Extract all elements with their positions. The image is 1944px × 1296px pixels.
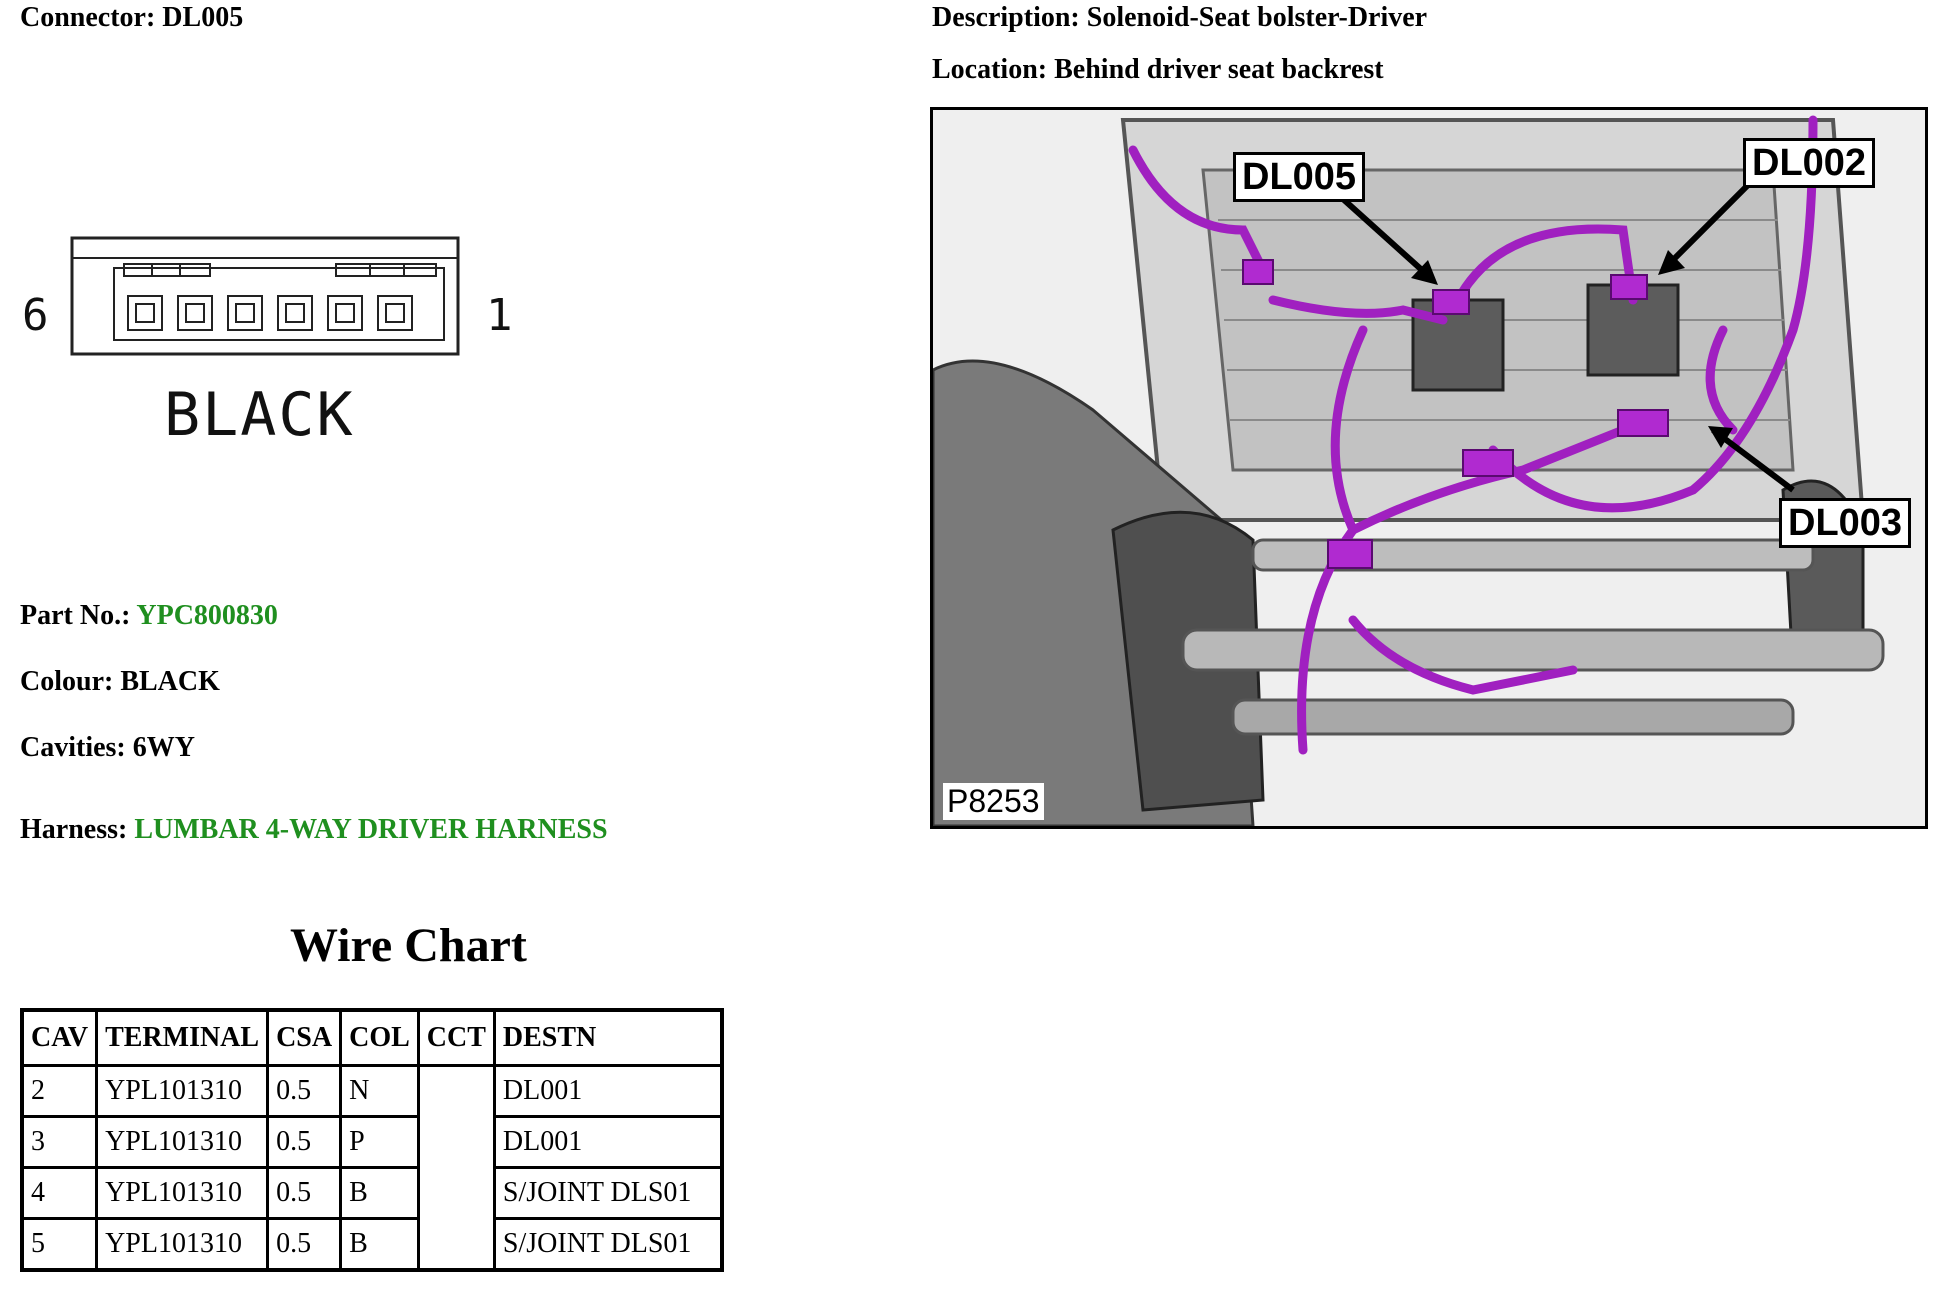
cell-cct: [418, 1117, 494, 1168]
cavity-row: [128, 296, 412, 330]
cavity-2: [328, 296, 362, 330]
cell-cav: 2: [22, 1066, 97, 1117]
callout-dl005: DL005: [1233, 152, 1365, 202]
connector-label: Connector:: [20, 2, 156, 33]
cell-col: N: [341, 1066, 419, 1117]
seat-rail-lower: [1233, 700, 1793, 734]
part-no-row: [20, 600, 278, 632]
cell-terminal: YPL101310: [97, 1066, 268, 1117]
cell-cav: 4: [22, 1168, 97, 1219]
description-value: Solenoid-Seat bolster-Driver: [1086, 2, 1428, 33]
header-destn: DESTN: [494, 1010, 722, 1066]
cavity-5: [178, 296, 212, 330]
cell-cct: [418, 1219, 494, 1271]
connector-heading: [20, 2, 243, 34]
cell-csa: 0.5: [268, 1066, 341, 1117]
header-col: COL: [341, 1010, 419, 1066]
cell-csa: 0.5: [268, 1117, 341, 1168]
header-cav: CAV: [22, 1010, 97, 1066]
cavities-label: Cavities:: [20, 732, 126, 763]
seat-illustration: [933, 110, 1925, 826]
harness-label: Harness:: [20, 814, 128, 845]
table-row: [22, 1066, 722, 1117]
callout-dl003: DL003: [1779, 498, 1911, 548]
part-no-link[interactable]: YPC800830: [136, 600, 278, 631]
cell-terminal: YPL101310: [97, 1168, 268, 1219]
pin-number-right: 1: [486, 290, 513, 341]
cell-terminal: YPL101310: [97, 1219, 268, 1271]
cell-cav: 3: [22, 1117, 97, 1168]
cell-destn: DL001: [494, 1066, 722, 1117]
cell-destn: DL001: [494, 1117, 722, 1168]
location-heading: [932, 54, 1384, 86]
colour-label: Colour:: [20, 666, 114, 697]
location-label: Location:: [932, 54, 1048, 85]
cell-col: P: [341, 1117, 419, 1168]
latch-left: [124, 264, 210, 276]
harness-row: [20, 814, 608, 846]
cell-col: B: [341, 1168, 419, 1219]
wire-chart-title: Wire Chart: [290, 919, 527, 972]
part-no-label: Part No.:: [20, 600, 131, 631]
cavity-6: [128, 296, 162, 330]
latch-right: [336, 264, 436, 276]
location-illustration: [930, 107, 1928, 829]
callout-dl002: DL002: [1743, 138, 1875, 188]
cavity-1: [378, 296, 412, 330]
wire-chart-table: [20, 1008, 724, 1272]
image-reference-id: P8253: [943, 783, 1044, 820]
harness-link[interactable]: LUMBAR 4-WAY DRIVER HARNESS: [134, 814, 608, 845]
table-header-row: [22, 1010, 722, 1066]
header-csa: CSA: [268, 1010, 341, 1066]
cell-destn: S/JOINT DLS01: [494, 1168, 722, 1219]
header-cct: CCT: [418, 1010, 494, 1066]
connector-colour-text: BLACK: [164, 380, 355, 450]
table-row: [22, 1168, 722, 1219]
colour-value: BLACK: [120, 666, 220, 697]
cell-cct: [418, 1066, 494, 1117]
cavities-value: 6WY: [132, 732, 195, 763]
cell-terminal: YPL101310: [97, 1117, 268, 1168]
cell-csa: 0.5: [268, 1219, 341, 1271]
cell-cct: [418, 1168, 494, 1219]
header-terminal: TERMINAL: [97, 1010, 268, 1066]
cell-cav: 5: [22, 1219, 97, 1271]
cell-csa: 0.5: [268, 1168, 341, 1219]
table-row: [22, 1219, 722, 1271]
table-row: [22, 1117, 722, 1168]
description-heading: [932, 2, 1427, 34]
cavity-4: [228, 296, 262, 330]
description-label: Description:: [932, 2, 1080, 33]
cell-destn: S/JOINT DLS01: [494, 1219, 722, 1271]
cavities-row: [20, 732, 195, 764]
cavity-3: [278, 296, 312, 330]
colour-row: [20, 666, 220, 698]
pin-number-left: 6: [22, 290, 49, 341]
connector-value: DL005: [162, 2, 244, 33]
seat-rail-front: [1183, 630, 1883, 670]
cell-col: B: [341, 1219, 419, 1271]
location-value: Behind driver seat backrest: [1054, 54, 1384, 85]
connector-face-diagram: [14, 228, 494, 378]
